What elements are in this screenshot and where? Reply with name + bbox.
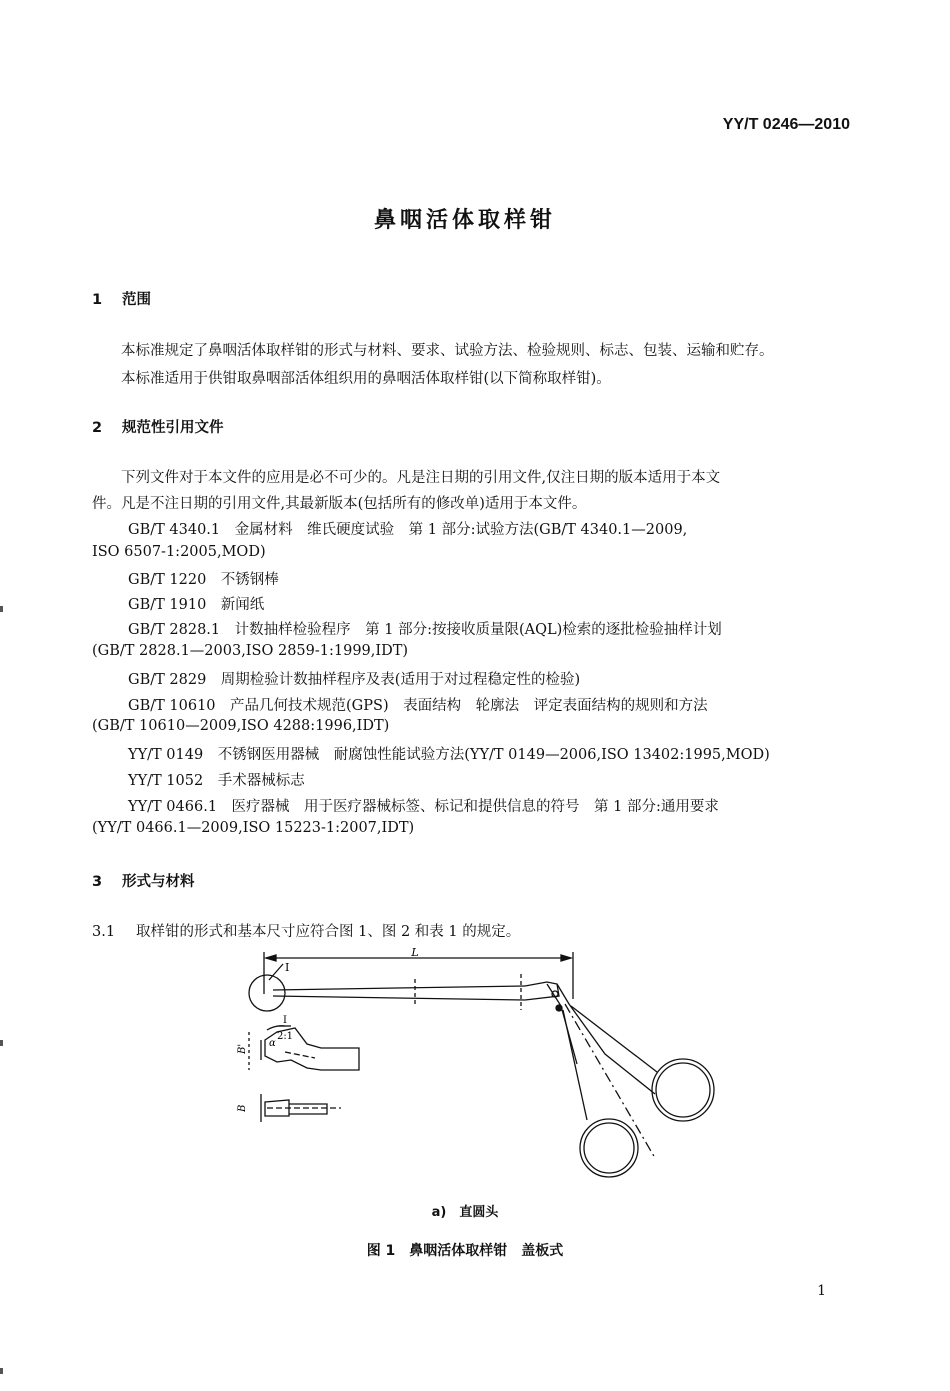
arrow-left-icon bbox=[266, 955, 276, 961]
reference-line: GB/T 2829 周期检验计数抽样程序及表(适用于对过程稳定性的检验) bbox=[128, 672, 581, 688]
page-number: 1 bbox=[817, 1283, 826, 1299]
section-2-intro-line-2: 件。凡是不注日期的引用文件,其最新版本(包括所有的修改单)适用于本文件。 bbox=[92, 496, 587, 512]
section-1-para-1: 本标准规定了鼻咽活体取样钳的形式与材料、要求、试验方法、检验规则、标志、包装、运输和贮存。 bbox=[121, 343, 774, 359]
handle-rear-shank bbox=[571, 1006, 657, 1072]
label-alpha: α bbox=[269, 1038, 276, 1049]
finger-ring-rear-inner bbox=[656, 1063, 710, 1117]
section-2-intro-line-1: 下列文件对于本文件的应用是必不可少的。凡是注日期的引用文件,仅注日期的版本适用于本文 bbox=[121, 470, 721, 486]
finger-ring-rear bbox=[652, 1059, 714, 1121]
label-detail: I bbox=[285, 961, 290, 974]
section-1-para-2: 本标准适用于供钳取鼻咽部活体组织用的鼻咽活体取样钳(以下简称取样钳)。 bbox=[121, 371, 611, 387]
reference-line: YY/T 0466.1 医疗器械 用于医疗器械标签、标记和提供信息的符号 第 1 部分:通用要求 bbox=[128, 799, 719, 815]
reference-line: (GB/T 2828.1—2003,ISO 2859-1:1999,IDT) bbox=[92, 643, 409, 659]
finger-ring-front bbox=[580, 1119, 638, 1177]
section-3-heading: 3 形式与材料 bbox=[92, 874, 195, 890]
pivot-screw bbox=[556, 1005, 562, 1011]
label-scale-bottom: 2:1 bbox=[276, 1031, 294, 1042]
scan-mark bbox=[0, 1368, 3, 1374]
reference-line: YY/T 0149 不锈钢医用器械 耐腐蚀性能试验方法(YY/T 0149—2006,ISO 13402:1995,MOD) bbox=[128, 747, 770, 763]
shaft-upper bbox=[273, 986, 525, 990]
section-1-heading: 1 范围 bbox=[92, 292, 151, 308]
section-2-heading: 2 规范性引用文件 bbox=[92, 420, 224, 436]
handle-rear bbox=[557, 984, 655, 1094]
alpha-arc bbox=[267, 1026, 285, 1030]
reference-line: GB/T 2828.1 计数抽样检验程序 第 1 部分:按接收质量限(AQL)检索的逐批检验抽样计划 bbox=[128, 622, 722, 638]
forceps-figure bbox=[225, 944, 725, 1202]
detail-center-line bbox=[285, 1052, 315, 1058]
reference-line: GB/T 10610 产品几何技术规范(GPS) 表面结构 轮廓法 评定表面结构的规则和方法 bbox=[128, 698, 708, 714]
reference-line: GB/T 1910 新闻纸 bbox=[128, 597, 265, 613]
label-scale-top: I bbox=[283, 1015, 287, 1026]
detail-shaft-closed bbox=[289, 1104, 327, 1114]
handle-front-shank bbox=[563, 1010, 587, 1120]
label-l: L bbox=[411, 946, 419, 959]
reference-line: (YY/T 0466.1—2009,ISO 15223-1:2007,IDT) bbox=[92, 820, 415, 836]
detail-circle bbox=[249, 975, 285, 1011]
section-3-1-text: 3.1 取样钳的形式和基本尺寸应符合图 1、图 2 和表 1 的规定。 bbox=[92, 924, 521, 940]
figure-caption: 图 1 鼻咽活体取样钳 盖板式 bbox=[366, 1243, 564, 1259]
document-title: 鼻咽活体取样钳 bbox=[373, 208, 556, 233]
reference-line: GB/T 4340.1 金属材料 维氏硬度试验 第 1 部分:试验方法(GB/T 4340.1—2009, bbox=[128, 522, 688, 538]
label-b-prime: B' bbox=[237, 1043, 248, 1054]
label-b: B bbox=[237, 1104, 248, 1112]
shaft-lower bbox=[273, 996, 525, 1000]
figure-subcaption: a) 直圆头 bbox=[431, 1205, 499, 1220]
reference-line: (GB/T 10610—2009,ISO 4288:1996,IDT) bbox=[92, 718, 390, 734]
scan-mark bbox=[0, 606, 3, 612]
arrow-right-icon bbox=[561, 955, 571, 961]
standard-number: YY/T 0246—2010 bbox=[722, 116, 850, 133]
reference-line: ISO 6507-1:2005,MOD) bbox=[92, 544, 266, 560]
reference-line: YY/T 1052 手术器械标志 bbox=[128, 773, 305, 789]
scan-mark bbox=[0, 1040, 3, 1046]
reference-line: GB/T 1220 不锈钢棒 bbox=[128, 572, 279, 588]
finger-ring-front-inner bbox=[584, 1123, 634, 1173]
